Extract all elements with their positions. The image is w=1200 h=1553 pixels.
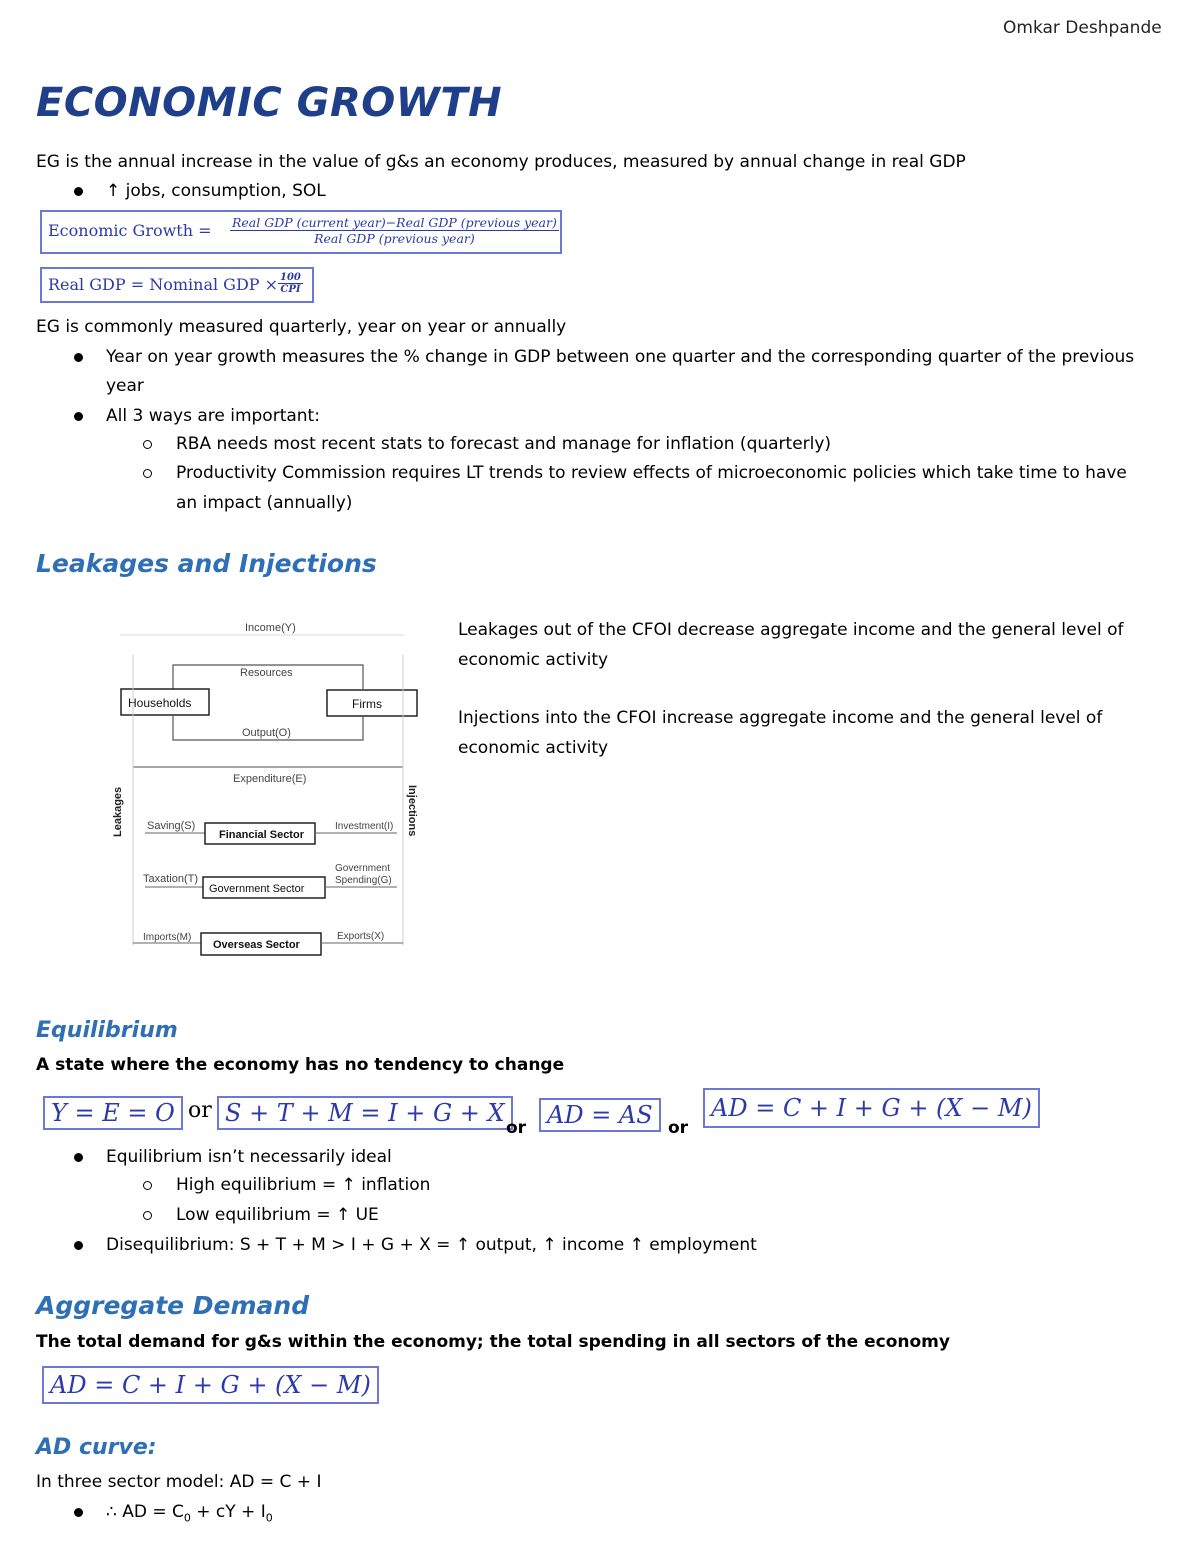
bullet-dot bbox=[74, 353, 83, 362]
eg-important: All 3 ways are important: bbox=[106, 406, 320, 426]
diagram-govspend-label-2: Spending(G) bbox=[335, 875, 392, 886]
or-label: or bbox=[668, 1118, 689, 1138]
diagram-output-label: Output(O) bbox=[242, 727, 291, 739]
ad-curve-heading: AD curve: bbox=[36, 1435, 157, 1460]
bullet-circle bbox=[143, 1211, 152, 1220]
leakages-heading: Leakages and Injections bbox=[36, 549, 377, 578]
circular-flow-diagram bbox=[105, 615, 418, 955]
equilibrium-bullet-2: Disequilibrium: S + T + M > I + G + X = ↑ output, ↑ income ↑ employment bbox=[106, 1235, 757, 1255]
leakages-para-1b: economic activity bbox=[458, 650, 609, 670]
eg-bullet-1: ↑ jobs, consumption, SOL bbox=[106, 181, 326, 201]
equilibrium-bullet-1: Equilibrium isn’t necessarily ideal bbox=[106, 1147, 392, 1167]
diagram-saving-label: Saving(S) bbox=[147, 820, 196, 832]
households-label: Households bbox=[128, 696, 192, 710]
formula-numerator: 100 bbox=[280, 272, 301, 283]
ad-three-sector: In three sector model: AD = C + I bbox=[36, 1472, 322, 1492]
page-title: ECONOMIC GROWTH bbox=[36, 80, 503, 126]
formula-lhs: Real GDP = Nominal GDP × bbox=[48, 275, 279, 294]
bullet-circle bbox=[143, 1181, 152, 1190]
equilibrium-definition: A state where the economy has no tendency to change bbox=[36, 1055, 565, 1075]
diagram-expenditure-label: Expenditure(E) bbox=[233, 773, 307, 785]
ad-eq-prefix: ∴ AD = C bbox=[106, 1502, 184, 1522]
ad-definition: The total demand for g&s within the economy; the total spending in all sectors of the economy bbox=[36, 1332, 950, 1352]
ad-curve-equation bbox=[106, 1497, 273, 1533]
bullet-circle bbox=[143, 440, 152, 449]
eg-yoy-cont: year bbox=[106, 376, 144, 396]
diagram-taxation-label: Taxation(T) bbox=[143, 873, 199, 885]
real-gdp-formula bbox=[40, 267, 314, 303]
ad-eq-sub-0: 0 bbox=[183, 1511, 191, 1525]
author-name: Omkar Deshpande bbox=[1003, 18, 1162, 38]
or-label: or bbox=[188, 1098, 212, 1123]
formula-denominator: Real GDP (previous year) bbox=[314, 231, 475, 246]
overseas-sector-label: Overseas Sector bbox=[213, 939, 300, 951]
formula-lhs: Economic Growth = bbox=[48, 221, 212, 240]
government-sector-label: Government Sector bbox=[209, 883, 305, 895]
diagram-imports-label: Imports(M) bbox=[143, 932, 192, 943]
diagram-govspend-label: Government bbox=[335, 863, 391, 874]
eg-rba: RBA needs most recent stats to forecast and manage for inflation (quarterly) bbox=[176, 434, 832, 454]
leakages-para-2a: Injections into the CFOI increase aggregate income and the general level of bbox=[458, 708, 1103, 728]
equilibrium-formula-ad: AD = C + I + G + (X − M) bbox=[703, 1088, 1040, 1128]
equilibrium-heading: Equilibrium bbox=[36, 1018, 178, 1043]
bullet-circle bbox=[143, 469, 152, 478]
ad-eq-sub-1: 0 bbox=[265, 1511, 273, 1525]
bullet-dot bbox=[74, 1241, 83, 1250]
equilibrium-bullet-1a: High equilibrium = ↑ inflation bbox=[176, 1175, 431, 1195]
firms-label: Firms bbox=[352, 697, 382, 711]
or-label: or bbox=[506, 1118, 527, 1138]
equilibrium-formula-adas: AD = AS bbox=[539, 1098, 661, 1132]
eg-yoy: Year on year growth measures the % change in GDP between one quarter and the corresponding quarter of the previous bbox=[106, 347, 1135, 367]
formula-fraction bbox=[230, 215, 559, 246]
financial-sector-label: Financial Sector bbox=[219, 829, 304, 841]
equilibrium-formula-yeo: Y = E = O bbox=[43, 1096, 183, 1130]
diagram-income-label: Income(Y) bbox=[245, 622, 296, 634]
bullet-dot bbox=[74, 1508, 83, 1517]
formula-numerator: Real GDP (current year)−Real GDP (previous year) bbox=[232, 215, 557, 230]
diagram-investment-label: Investment(I) bbox=[335, 821, 394, 832]
formula-denominator: CPI bbox=[280, 284, 301, 295]
equilibrium-bullet-1b: Low equilibrium = ↑ UE bbox=[176, 1205, 379, 1225]
bullet-dot bbox=[74, 1153, 83, 1162]
ad-formula: AD = C + I + G + (X − M) bbox=[42, 1366, 379, 1404]
eg-definition: EG is the annual increase in the value of g&s an economy produces, measured by annual change in real GDP bbox=[36, 152, 966, 172]
ad-heading: Aggregate Demand bbox=[36, 1291, 310, 1320]
leakages-para-2b: economic activity bbox=[458, 738, 609, 758]
diagram-injections-label: Injections bbox=[406, 785, 418, 837]
bullet-dot bbox=[74, 187, 83, 196]
eg-pc: Productivity Commission requires LT trends to review effects of microeconomic policies which take time to have bbox=[176, 463, 1127, 483]
ad-eq-mid: + cY + I bbox=[190, 1502, 266, 1522]
diagram-exports-label: Exports(X) bbox=[337, 931, 385, 942]
bullet-dot bbox=[74, 412, 83, 421]
diagram-leakages-label: Leakages bbox=[112, 786, 124, 837]
equilibrium-formula-leakages: S + T + M = I + G + X bbox=[217, 1096, 513, 1130]
eg-measured: EG is commonly measured quarterly, year on year or annually bbox=[36, 317, 567, 337]
formula-fraction bbox=[278, 272, 303, 295]
economic-growth-formula bbox=[40, 210, 562, 254]
diagram-resources-label: Resources bbox=[240, 667, 293, 679]
leakages-para-1a: Leakages out of the CFOI decrease aggregate income and the general level of bbox=[458, 620, 1124, 640]
eg-pc-cont: an impact (annually) bbox=[176, 493, 353, 513]
